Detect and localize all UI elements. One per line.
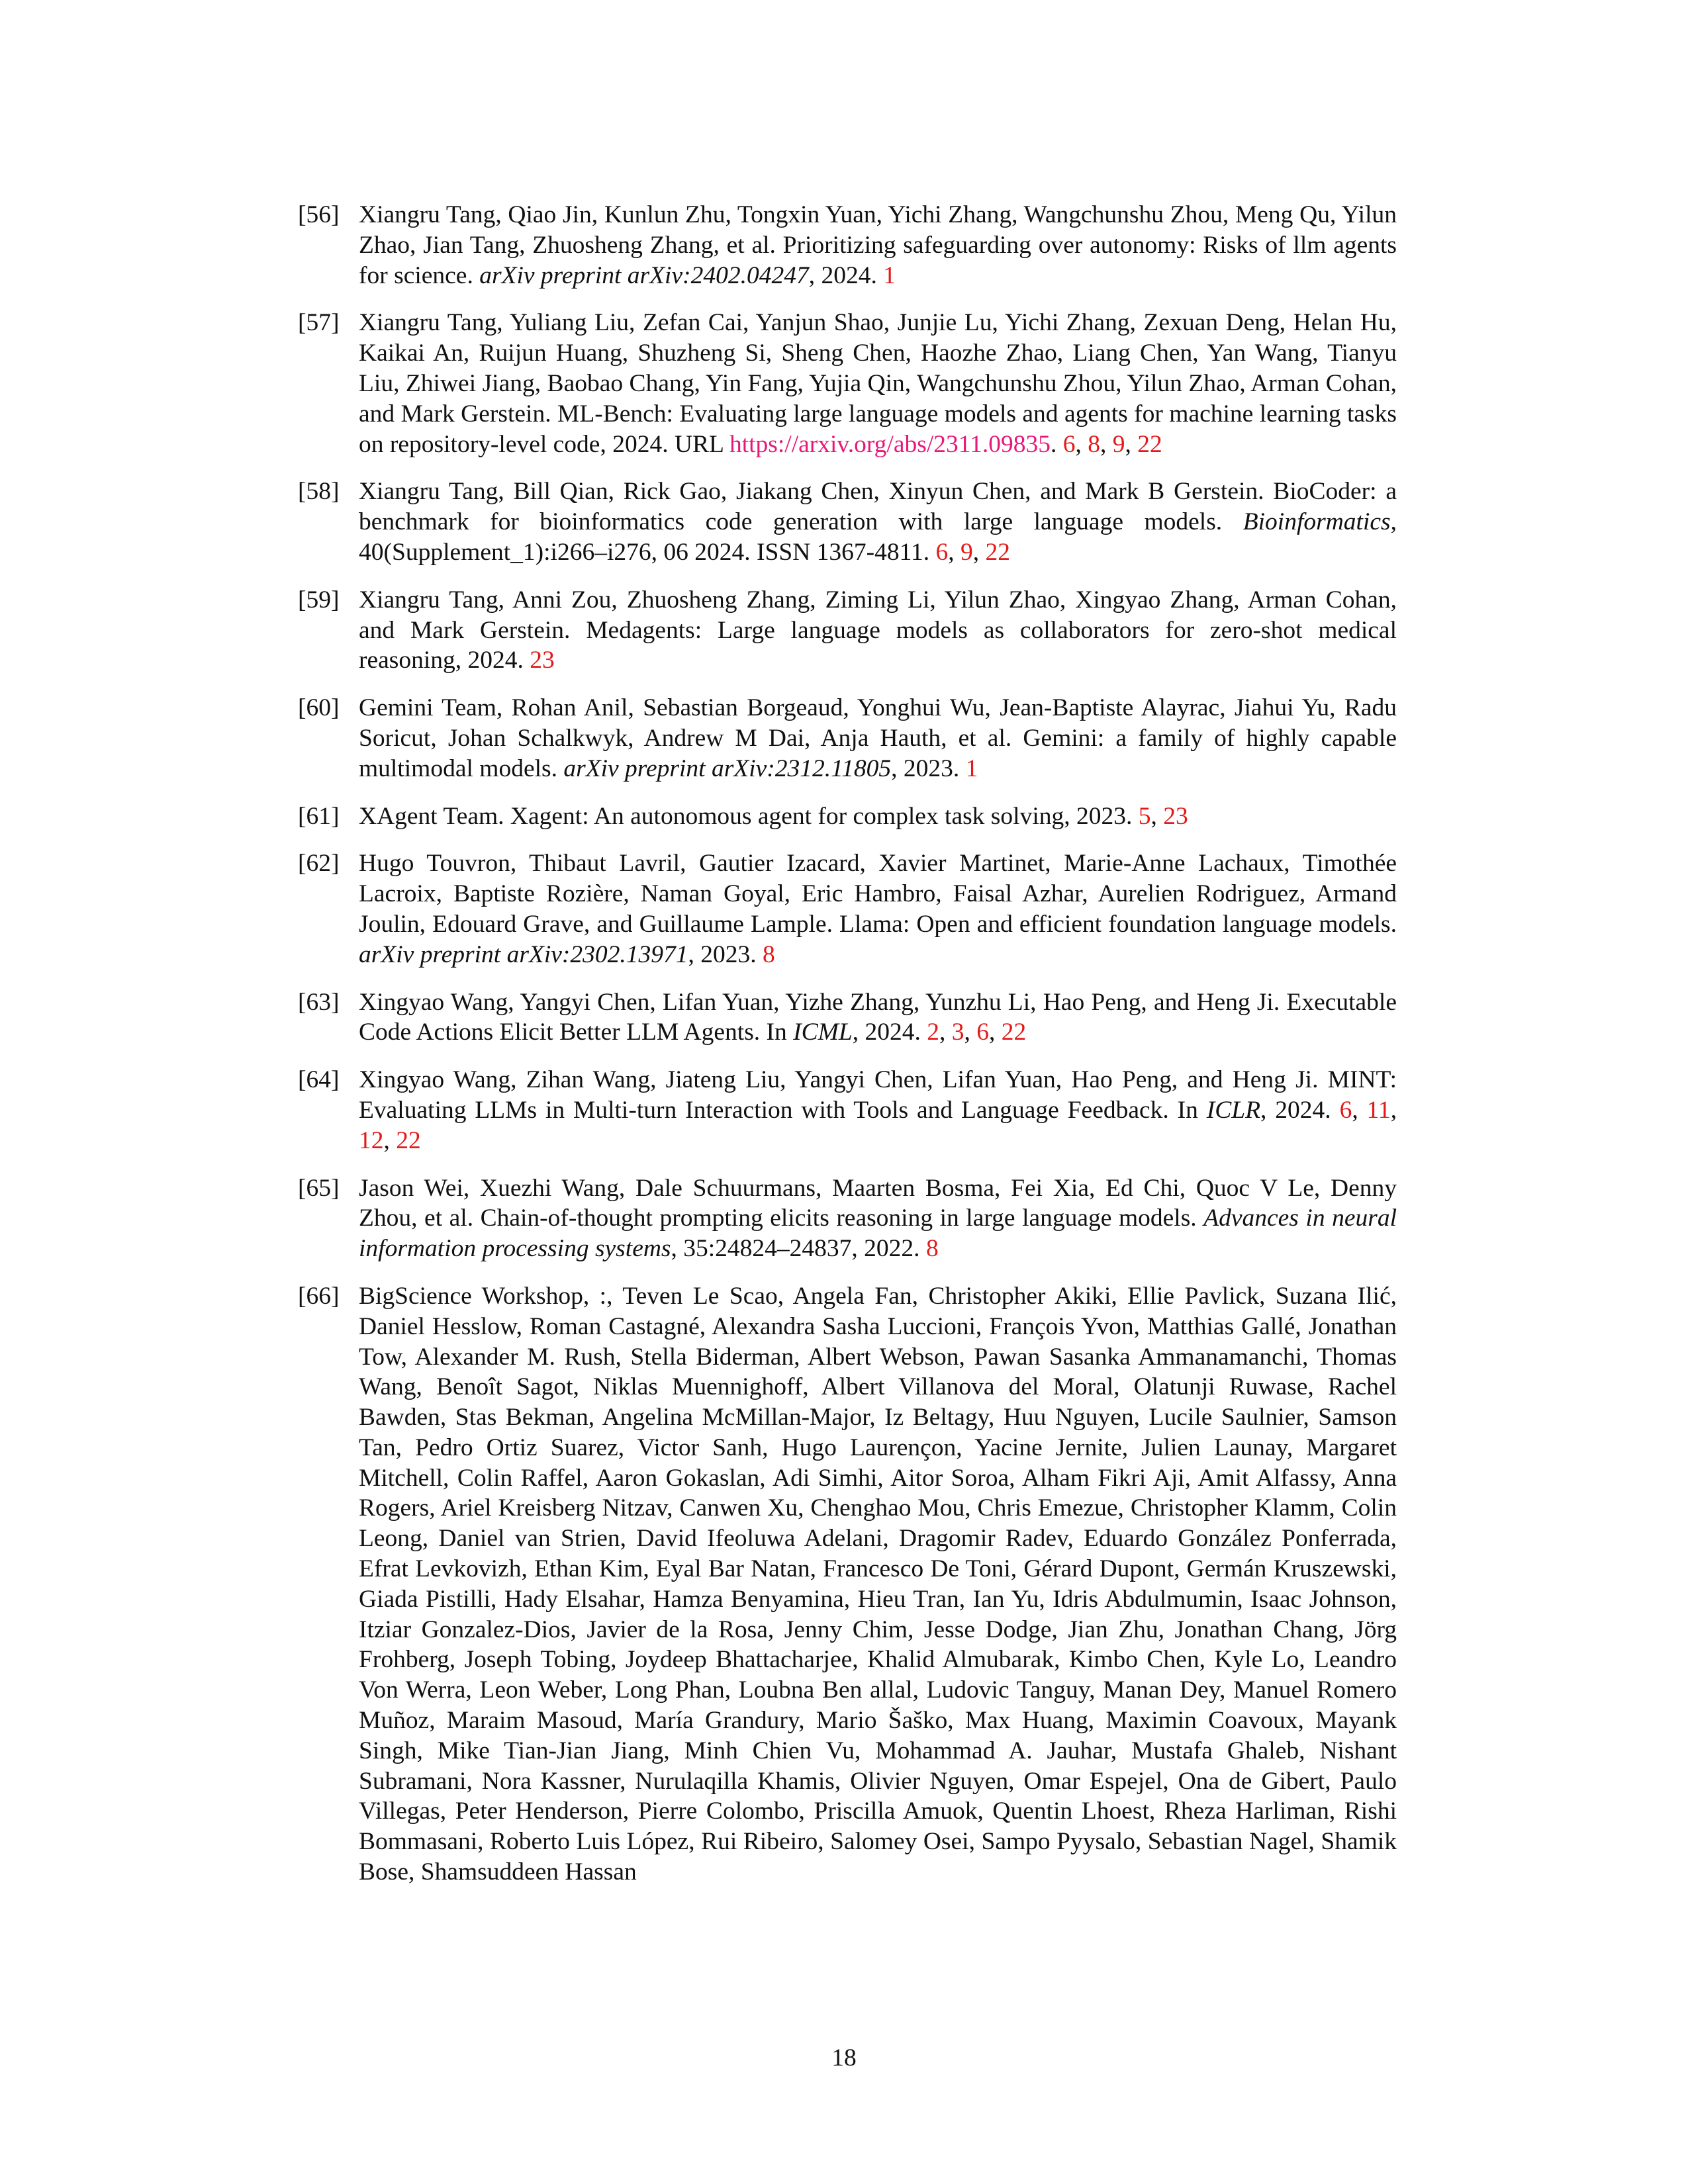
reference-entry bbox=[298, 848, 1397, 970]
reference-body: Xiangru Tang, Bill Qian, Rick Gao, Jiakang Chen, Xinyun Chen, and Mark B Gerstein. BioCoder: a benchmark for bioinformatics code generation with large language models. Bioinformatics, 40(Supplement_1):i266–i276, 06 2024. ISSN 1367-4811. 6, 9, 22 bbox=[359, 478, 1397, 566]
reference-number: [56] bbox=[298, 201, 340, 228]
reference-tail: , 2024. bbox=[808, 261, 877, 289]
reference-entry bbox=[298, 308, 1397, 459]
reference-number: [61] bbox=[298, 802, 340, 830]
reference-body bbox=[359, 693, 1397, 784]
back-reference-page-link[interactable]: 9 bbox=[961, 538, 973, 566]
back-reference-page-link[interactable]: 1 bbox=[883, 261, 896, 289]
reference-number: [64] bbox=[298, 1066, 340, 1094]
reference-tail: , 2023. bbox=[688, 940, 757, 968]
reference-tail: , 2024. bbox=[852, 1019, 921, 1046]
reference-entry bbox=[298, 585, 1397, 676]
reference-venue: Bioinformatics bbox=[1243, 508, 1391, 536]
reference-number: [66] bbox=[298, 1282, 340, 1310]
back-reference-page-link[interactable]: 2 bbox=[927, 1019, 940, 1046]
reference-number: [57] bbox=[298, 309, 340, 337]
reference-venue: ICLR bbox=[1206, 1096, 1261, 1124]
reference-tail: , 2024. bbox=[1260, 1096, 1331, 1124]
reference-tail: . bbox=[1050, 430, 1057, 458]
reference-venue: ICML bbox=[793, 1019, 853, 1046]
reference-entry bbox=[298, 693, 1397, 784]
reference-number: [62] bbox=[298, 850, 340, 878]
back-reference-page-link[interactable]: 5 bbox=[1138, 802, 1151, 830]
reference-venue: arXiv preprint arXiv:2302.13971 bbox=[359, 940, 688, 968]
back-reference-page-link[interactable]: 23 bbox=[1163, 802, 1188, 830]
back-reference-page-link[interactable]: 3 bbox=[951, 1019, 964, 1046]
reference-text: Xingyao Wang, Yangyi Chen, Lifan Yuan, Yizhe Zhang, Yunzhu Li, Hao Peng, and Heng Ji. Executable Code Actions Elicit Better LLM Agents. In bbox=[359, 988, 1397, 1046]
reference-entry bbox=[298, 477, 1397, 567]
back-reference-page-link[interactable]: 6 bbox=[1339, 1096, 1352, 1124]
reference-venue: arXiv preprint arXiv:2402.04247 bbox=[479, 261, 809, 289]
reference-body bbox=[359, 848, 1397, 970]
back-reference-page-link[interactable]: 11 bbox=[1366, 1096, 1391, 1124]
back-reference-page-link[interactable]: 6 bbox=[935, 538, 949, 566]
reference-text: Xiangru Tang, Qiao Jin, Kunlun Zhu, Tongxin Yuan, Yichi Zhang, Wangchunshu Zhou, Meng Qu, Yilun Zhao, Jian Tang, Zhuosheng Zhang, et al. Prioritizing safeguarding over autonomy: Risks of llm agents for science. bbox=[359, 201, 1397, 289]
reference-entry bbox=[298, 987, 1397, 1048]
reference-body: Xingyao Wang, Yangyi Chen, Lifan Yuan, Yizhe Zhang, Yunzhu Li, Hao Peng, and Heng Ji. Executable Code Actions Elicit Better LLM Agents. In ICML, 2024. 2, 3, 6, 22 bbox=[359, 988, 1397, 1046]
back-reference-page-link[interactable]: 22 bbox=[1001, 1019, 1027, 1046]
reference-text: Xiangru Tang, Yuliang Liu, Zefan Cai, Yanjun Shao, Junjie Lu, Yichi Zhang, Zexuan Deng, Helan Hu, Kaikai An, Ruijun Huang, Shuzheng Si, Sheng Chen, Haozhe Zhao, Liang Chen, Yan Wang, Tianyu Liu, Zhiwei Jiang, Baobao Chang, Yin Fang, Yujia Qin, Wangchunshu Zhou, Yilun Zhao, Arman Cohan, and Mark Gerstein. ML-Bench: Evaluating large language models and agents for machine learning tasks on repository-level code, 2024. URL bbox=[359, 309, 1397, 458]
reference-tail: , 40(Supplement_1):i266–i276, 06 2024. ISSN 1367-4811. bbox=[359, 508, 1397, 566]
reference-tail: , 35:24824–24837, 2022. bbox=[671, 1235, 920, 1263]
reference-entry bbox=[298, 1065, 1397, 1156]
back-reference-page-link[interactable]: 22 bbox=[1137, 430, 1162, 458]
reference-number: [59] bbox=[298, 586, 340, 614]
reference-number: [58] bbox=[298, 478, 340, 506]
reference-number: [63] bbox=[298, 988, 340, 1016]
back-reference-page-link[interactable]: 8 bbox=[1088, 430, 1100, 458]
back-reference-page-link[interactable]: 8 bbox=[925, 1235, 939, 1263]
back-reference-page-link[interactable]: 1 bbox=[965, 754, 978, 782]
page-number: 18 bbox=[831, 2044, 857, 2071]
reference-number: [65] bbox=[298, 1174, 340, 1202]
reference-text: Xiangru Tang, Bill Qian, Rick Gao, Jiakang Chen, Xinyun Chen, and Mark B Gerstein. BioCoder: a benchmark for bioinformatics code generation with large language models. bbox=[359, 478, 1397, 536]
reference-text: Xiangru Tang, Anni Zou, Zhuosheng Zhang, Ziming Li, Yilun Zhao, Xingyao Zhang, Arman Cohan, and Mark Gerstein. Medagents: Large language models as collaborators for zero-shot medical reasoning, 2024. bbox=[359, 586, 1397, 674]
back-reference-page-link[interactable]: 6 bbox=[976, 1019, 990, 1046]
back-reference-page-link[interactable]: 23 bbox=[530, 647, 555, 674]
back-reference-page-link[interactable]: 22 bbox=[396, 1126, 421, 1154]
reference-entry bbox=[298, 200, 1397, 291]
reference-entry bbox=[298, 801, 1397, 832]
reference-text: XAgent Team. Xagent: An autonomous agent for complex task solving, 2023. bbox=[359, 802, 1133, 830]
reference-text: Xingyao Wang, Zihan Wang, Jiateng Liu, Yangyi Chen, Lifan Yuan, Hao Peng, and Heng Ji. MINT: Evaluating LLMs in Multi-turn Interaction with Tools and Language Feedback. In bbox=[359, 1066, 1397, 1124]
reference-number: [60] bbox=[298, 694, 340, 722]
reference-venue: arXiv preprint arXiv:2312.11805 bbox=[563, 754, 892, 782]
back-reference-page-link[interactable]: 22 bbox=[985, 538, 1011, 566]
reference-body: XAgent Team. Xagent: An autonomous agent for complex task solving, 2023. 5, 23 bbox=[359, 802, 1188, 830]
reference-venue: Advances in neural information processing systems bbox=[359, 1205, 1397, 1263]
reference-body: Xingyao Wang, Zihan Wang, Jiateng Liu, Yangyi Chen, Lifan Yuan, Hao Peng, and Heng Ji. MINT: Evaluating LLMs in Multi-turn Interaction with Tools and Language Feedback. In ICLR, 2024. 6, 11, 12, 22 bbox=[359, 1066, 1397, 1154]
reference-body: Xiangru Tang, Yuliang Liu, Zefan Cai, Yanjun Shao, Junjie Lu, Yichi Zhang, Zexuan Deng, Helan Hu, Kaikai An, Ruijun Huang, Shuzheng Si, Sheng Chen, Haozhe Zhao, Liang Chen, Yan Wang, Tianyu Liu, Zhiwei Jiang, Baobao Chang, Yin Fang, Yujia Qin, Wangchunshu Zhou, Yilun Zhao, Arman Cohan, and Mark Gerstein. ML-Bench: Evaluating large language models and agents for machine learning tasks on repository-level code, 2024. URL https://arxiv.org/abs/2311.09835. 6, 8, 9, 22 bbox=[359, 309, 1397, 458]
reference-text: Hugo Touvron, Thibaut Lavril, Gautier Izacard, Xavier Martinet, Marie-Anne Lachaux, Timothée Lacroix, Baptiste Rozière, Naman Goyal, Eric Hambro, Faisal Azhar, Aurelien Rodriguez, Armand Joulin, Edouard Grave, and Guillaume Lample. Llama: Open and efficient foundation language models. bbox=[359, 850, 1397, 938]
reference-body bbox=[359, 200, 1397, 291]
reference-text: BigScience Workshop, :, Teven Le Scao, Angela Fan, Christopher Akiki, Ellie Pavlick, Suzana Ilić, Daniel Hesslow, Roman Castagné, Alexandra Sasha Luccioni, François Yvon, Matthias Gallé, Jonathan Tow, Alexander M. Rush, Stella Biderman, Albert Webson, Pawan Sasanka Ammanamanchi, Thomas Wang, Benoît Sagot, Niklas Muennighoff, Albert Villanova del Moral, Olatunji Ruwase, Rachel Bawden, Stas Bekman, Angelina McMillan-Major, Iz Beltagy, Huu Nguyen, Lucile Saulnier, Samson Tan, Pedro Ortiz Suarez, Victor Sanh, Hugo Laurençon, Yacine Jernite, Julien Launay, Margaret Mitchell, Colin Raffel, Aaron Gokaslan, Adi Simhi, Aitor Soroa, Alham Fikri Aji, Amit Alfassy, Anna Rogers, Ariel Kreisberg Nitzav, Canwen Xu, Chenghao Mou, Chris Emezue, Christopher Klamm, Colin Leong, Daniel van Strien, David Ifeoluwa Adelani, Dragomir Radev, Eduardo González Ponferrada, Efrat Levkovizh, Ethan Kim, Eyal Bar Natan, Francesco De Toni, Gérard Dupont, Germán Kruszewski, Giada Pistilli, Hady Elsahar, Hamza Benyamina, Hieu Tran, Ian Yu, Idris Abdulmumin, Isaac Johnson, Itziar Gonzalez-Dios, Javier de la Rosa, Jenny Chim, Jesse Dodge, Jian Zhu, Jonathan Chang, Jörg Frohberg, Joseph Tobing, Joydeep Bhattacharjee, Khalid Almubarak, Kimbo Chen, Kyle Lo, Leandro Von Werra, Leon Weber, Long Phan, Loubna Ben allal, Ludovic Tanguy, Manan Dey, Manuel Romero Muñoz, Maraim Masoud, María Grandury, Mario Šaško, Max Huang, Maximin Coavoux, Mayank Singh, Mike Tian-Jian Jiang, Minh Chien Vu, Mohammad A. Jauhar, Mustafa Ghaleb, Nishant Subramani, Nora Kassner, Nurulaqilla Khamis, Olivier Nguyen, Omar Espejel, Ona de Gibert, Paulo Villegas, Peter Henderson, Pierre Colombo, Priscilla Amuok, Quentin Lhoest, Rheza Harliman, Rishi Bommasani, Roberto Luis López, Rui Ribeiro, Salomey Osei, Sampo Pyysalo, Sebastian Nagel, Shamik Bose, Shamsuddeen Hassan bbox=[359, 1282, 1397, 1886]
reference-text: Gemini Team, Rohan Anil, Sebastian Borgeaud, Yonghui Wu, Jean-Baptiste Alayrac, Jiahui Yu, Radu Soricut, Johan Schalkwyk, Andrew M Dai, Anja Hauth, et al. Gemini: a family of highly capable multimodal models. bbox=[359, 694, 1397, 782]
reference-list bbox=[298, 200, 1397, 1905]
reference-entry bbox=[298, 1281, 1397, 1888]
back-reference-page-link[interactable]: 12 bbox=[359, 1126, 384, 1154]
back-reference-page-link[interactable]: 9 bbox=[1112, 430, 1125, 458]
reference-entry bbox=[298, 1173, 1397, 1264]
reference-body bbox=[359, 1281, 1397, 1888]
reference-text: Jason Wei, Xuezhi Wang, Dale Schuurmans, Maarten Bosma, Fei Xia, Ed Chi, Quoc V Le, Denny Zhou, et al. Chain-of-thought prompting elicits reasoning in large language models. bbox=[359, 1174, 1397, 1232]
reference-url-link[interactable]: https://arxiv.org/abs/2311.09835 bbox=[729, 430, 1051, 458]
reference-tail: , 2023. bbox=[891, 754, 960, 782]
reference-body bbox=[359, 1173, 1397, 1264]
reference-body bbox=[359, 585, 1397, 676]
back-reference-page-link[interactable]: 6 bbox=[1062, 430, 1076, 458]
back-reference-page-link[interactable]: 8 bbox=[763, 940, 775, 968]
